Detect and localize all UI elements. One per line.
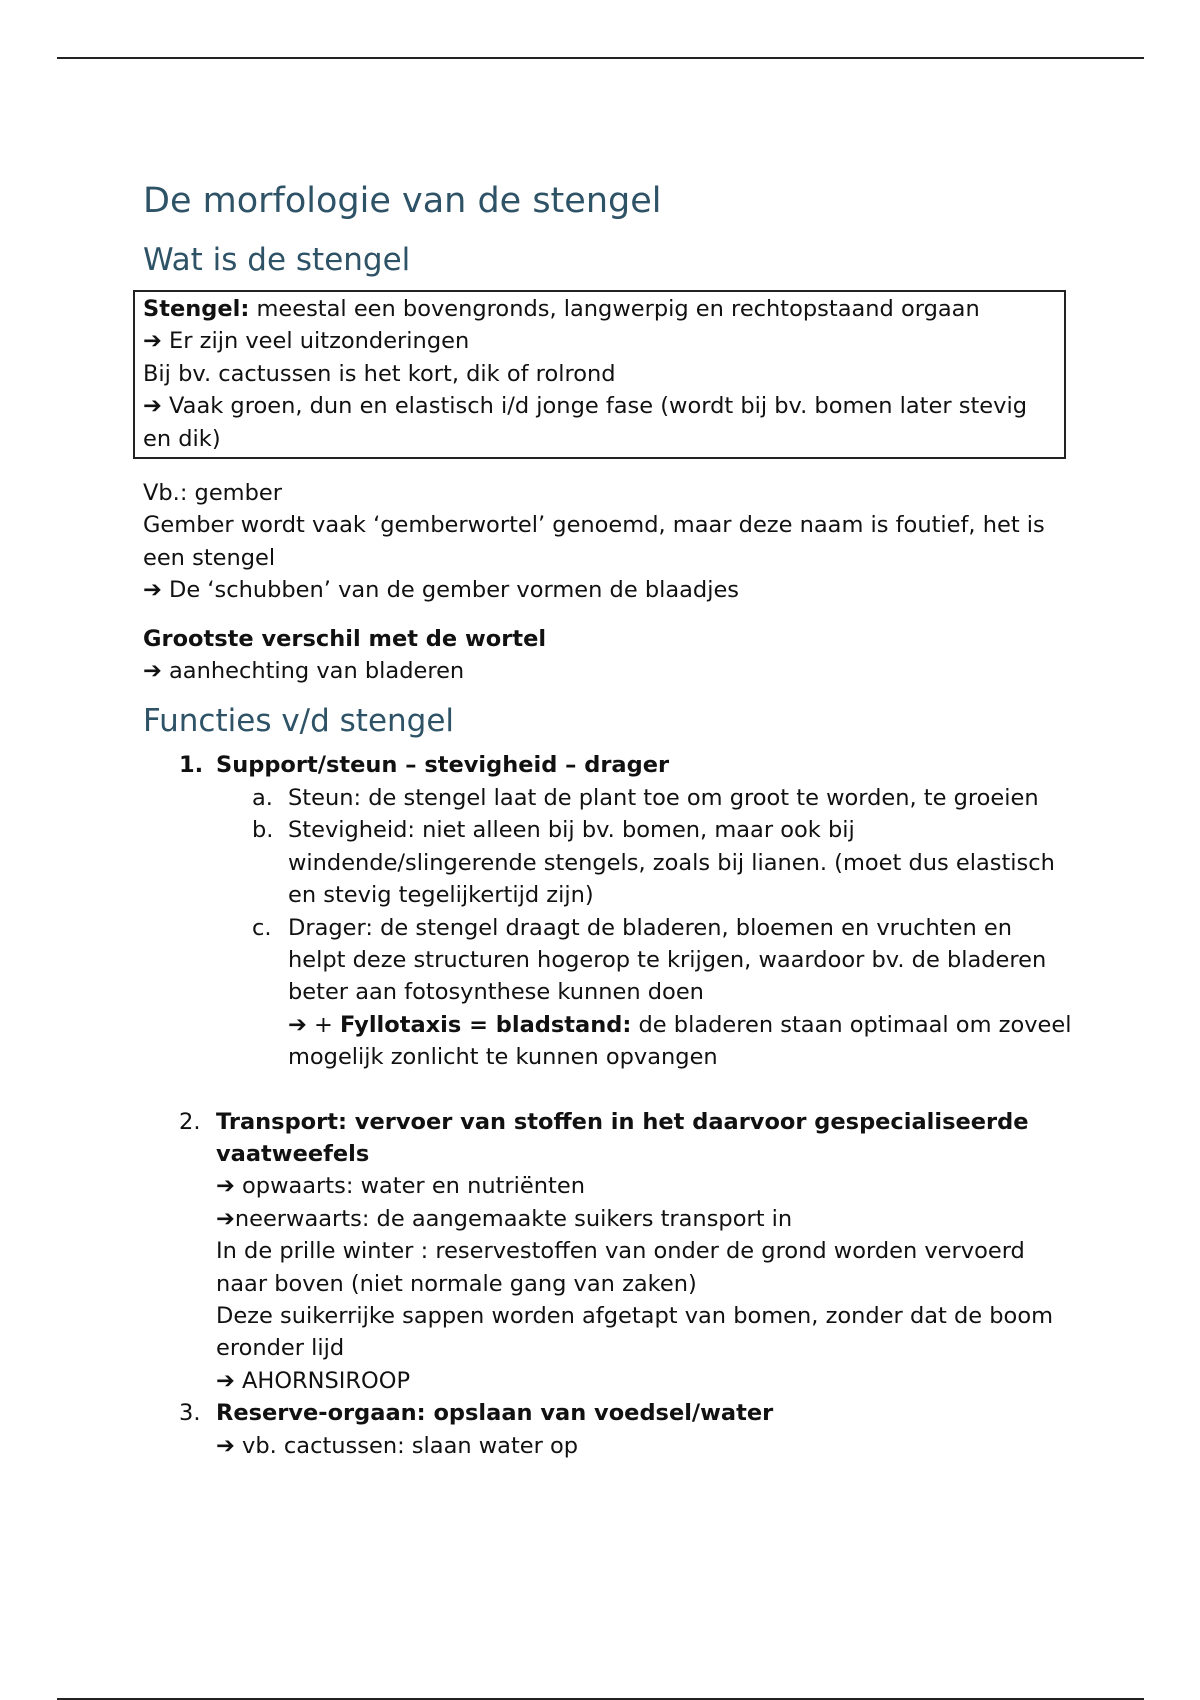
function-item-transport bbox=[143, 1106, 1073, 1398]
transport-winter: In de prille winter : reservestoffen van onder de grond worden vervoerd naar boven (niet normale gang van zaken) bbox=[216, 1238, 1025, 1297]
reserve-example bbox=[216, 1430, 1073, 1462]
example-scales-text: De ‘schubben’ van de gember vormen de blaadjes bbox=[169, 577, 740, 604]
function-title-text: Support/steun – stevigheid – drager bbox=[216, 752, 670, 779]
transport-syrup bbox=[216, 1365, 1073, 1397]
sublist-item bbox=[216, 782, 1073, 814]
definition-box bbox=[133, 290, 1066, 459]
transport-up-text: opwaarts: water en nutriënten bbox=[242, 1173, 585, 1200]
list-number: 3. bbox=[179, 1400, 201, 1427]
list-number: 2. bbox=[179, 1108, 201, 1135]
list-letter: a. bbox=[252, 784, 273, 811]
section-heading-wat-is: Wat is de stengel bbox=[143, 242, 411, 278]
transport-sap: Deze suikerrijke sappen worden afgetapt van bomen, zonder dat de boom eronder lijd bbox=[216, 1302, 1054, 1362]
function-item-support bbox=[143, 749, 1073, 1073]
difference-title bbox=[143, 623, 1073, 655]
function-title bbox=[216, 749, 1073, 781]
definition-term: Stengel: bbox=[143, 296, 250, 322]
arrow-right-icon: ➔ bbox=[216, 1205, 235, 1232]
arrow-right-icon: ➔ bbox=[288, 1011, 307, 1038]
functions-list bbox=[143, 749, 1073, 1462]
example-label: Vb.: gember bbox=[143, 480, 282, 507]
example-block bbox=[143, 477, 1073, 607]
arrow-right-icon: ➔ bbox=[216, 1432, 235, 1459]
sublist-item bbox=[216, 814, 1073, 911]
function-title bbox=[216, 1106, 1073, 1171]
arrow-right-icon: ➔ bbox=[143, 328, 162, 355]
difference-block bbox=[143, 623, 1073, 688]
section-heading-functies: Functies v/d stengel bbox=[143, 703, 455, 740]
arrow-right-icon: ➔ bbox=[143, 393, 162, 420]
function-title bbox=[216, 1397, 1073, 1429]
reserve-example-text: vb. cactussen: slaan water op bbox=[242, 1432, 579, 1459]
transport-down-text: neerwaarts: de aangemaakte suikers transport in bbox=[234, 1205, 793, 1232]
box-line-young-phase bbox=[143, 390, 1056, 455]
sublist-item bbox=[216, 912, 1073, 1074]
list-number: 1. bbox=[179, 752, 204, 779]
arrow-right-icon: ➔ bbox=[143, 658, 162, 685]
arrow-right-icon: ➔ bbox=[216, 1173, 235, 1200]
function-item-reserve bbox=[143, 1397, 1073, 1462]
box-line-exceptions-text: Er zijn veel uitzonderingen bbox=[169, 328, 470, 355]
box-line-young-phase-text: Vaak groen, dun en elastisch i/d jonge fase (wordt bij bv. bomen later stevig en dik) bbox=[143, 393, 1027, 452]
phyllotaxis-text: de bladeren staan optimaal om zoveel mogelijk zonlicht te kunnen opvangen bbox=[288, 1011, 1072, 1071]
function-title-text: Transport: vervoer van stoffen in het daarvoor gespecialiseerde vaatweefels bbox=[216, 1108, 1029, 1167]
difference-title-text: Grootste verschil met de wortel bbox=[143, 625, 547, 652]
document-body bbox=[143, 170, 1073, 1462]
transport-down bbox=[216, 1203, 1073, 1235]
phyllotaxis-term: Fyllotaxis = bladstand: bbox=[340, 1011, 632, 1038]
arrow-right-icon: ➔ bbox=[216, 1367, 235, 1394]
definition-line bbox=[143, 293, 1056, 325]
transport-up bbox=[216, 1170, 1073, 1202]
arrow-right-icon: ➔ bbox=[143, 577, 162, 604]
definition-text: meestal een bovengronds, langwerpig en rechtopstaand orgaan bbox=[249, 296, 980, 322]
sublist-item-text: Stevigheid: niet alleen bij bv. bomen, maar ook bij windende/slingerende stengels, zoals bij lianen. (moet dus elastisch en stevig tegelijkertijd zijn) bbox=[288, 817, 1055, 909]
page-title: De morfologie van de stengel bbox=[143, 181, 662, 221]
phyllotaxis-plus: + bbox=[306, 1011, 341, 1038]
example-text: Gember wordt vaak ‘gemberwortel’ genoemd, maar deze naam is foutief, het is een stengel bbox=[143, 512, 1045, 571]
sublist-item-text: Steun: de stengel laat de plant toe om groot te worden, te groeien bbox=[288, 784, 1039, 811]
function-title-text: Reserve-orgaan: opslaan van voedsel/water bbox=[216, 1400, 774, 1427]
difference-line-text: aanhechting van bladeren bbox=[169, 658, 465, 685]
box-line-cactus: Bij bv. cactussen is het kort, dik of rolrond bbox=[143, 360, 616, 387]
difference-line bbox=[143, 655, 1073, 687]
list-letter: c. bbox=[252, 914, 272, 941]
support-sublist bbox=[216, 782, 1073, 1074]
box-line-exceptions bbox=[143, 325, 1056, 357]
list-letter: b. bbox=[252, 817, 274, 844]
top-rule bbox=[57, 57, 1144, 59]
phyllotaxis-line bbox=[288, 1009, 1073, 1074]
transport-syrup-text: AHORNSIROOP bbox=[242, 1367, 411, 1394]
sublist-item-text: Drager: de stengel draagt de bladeren, bloemen en vruchten en helpt deze structuren hogerop te krijgen, waardoor bv. de bladeren beter aan fotosynthese kunnen doen bbox=[288, 914, 1047, 1006]
example-scales bbox=[143, 574, 1073, 606]
